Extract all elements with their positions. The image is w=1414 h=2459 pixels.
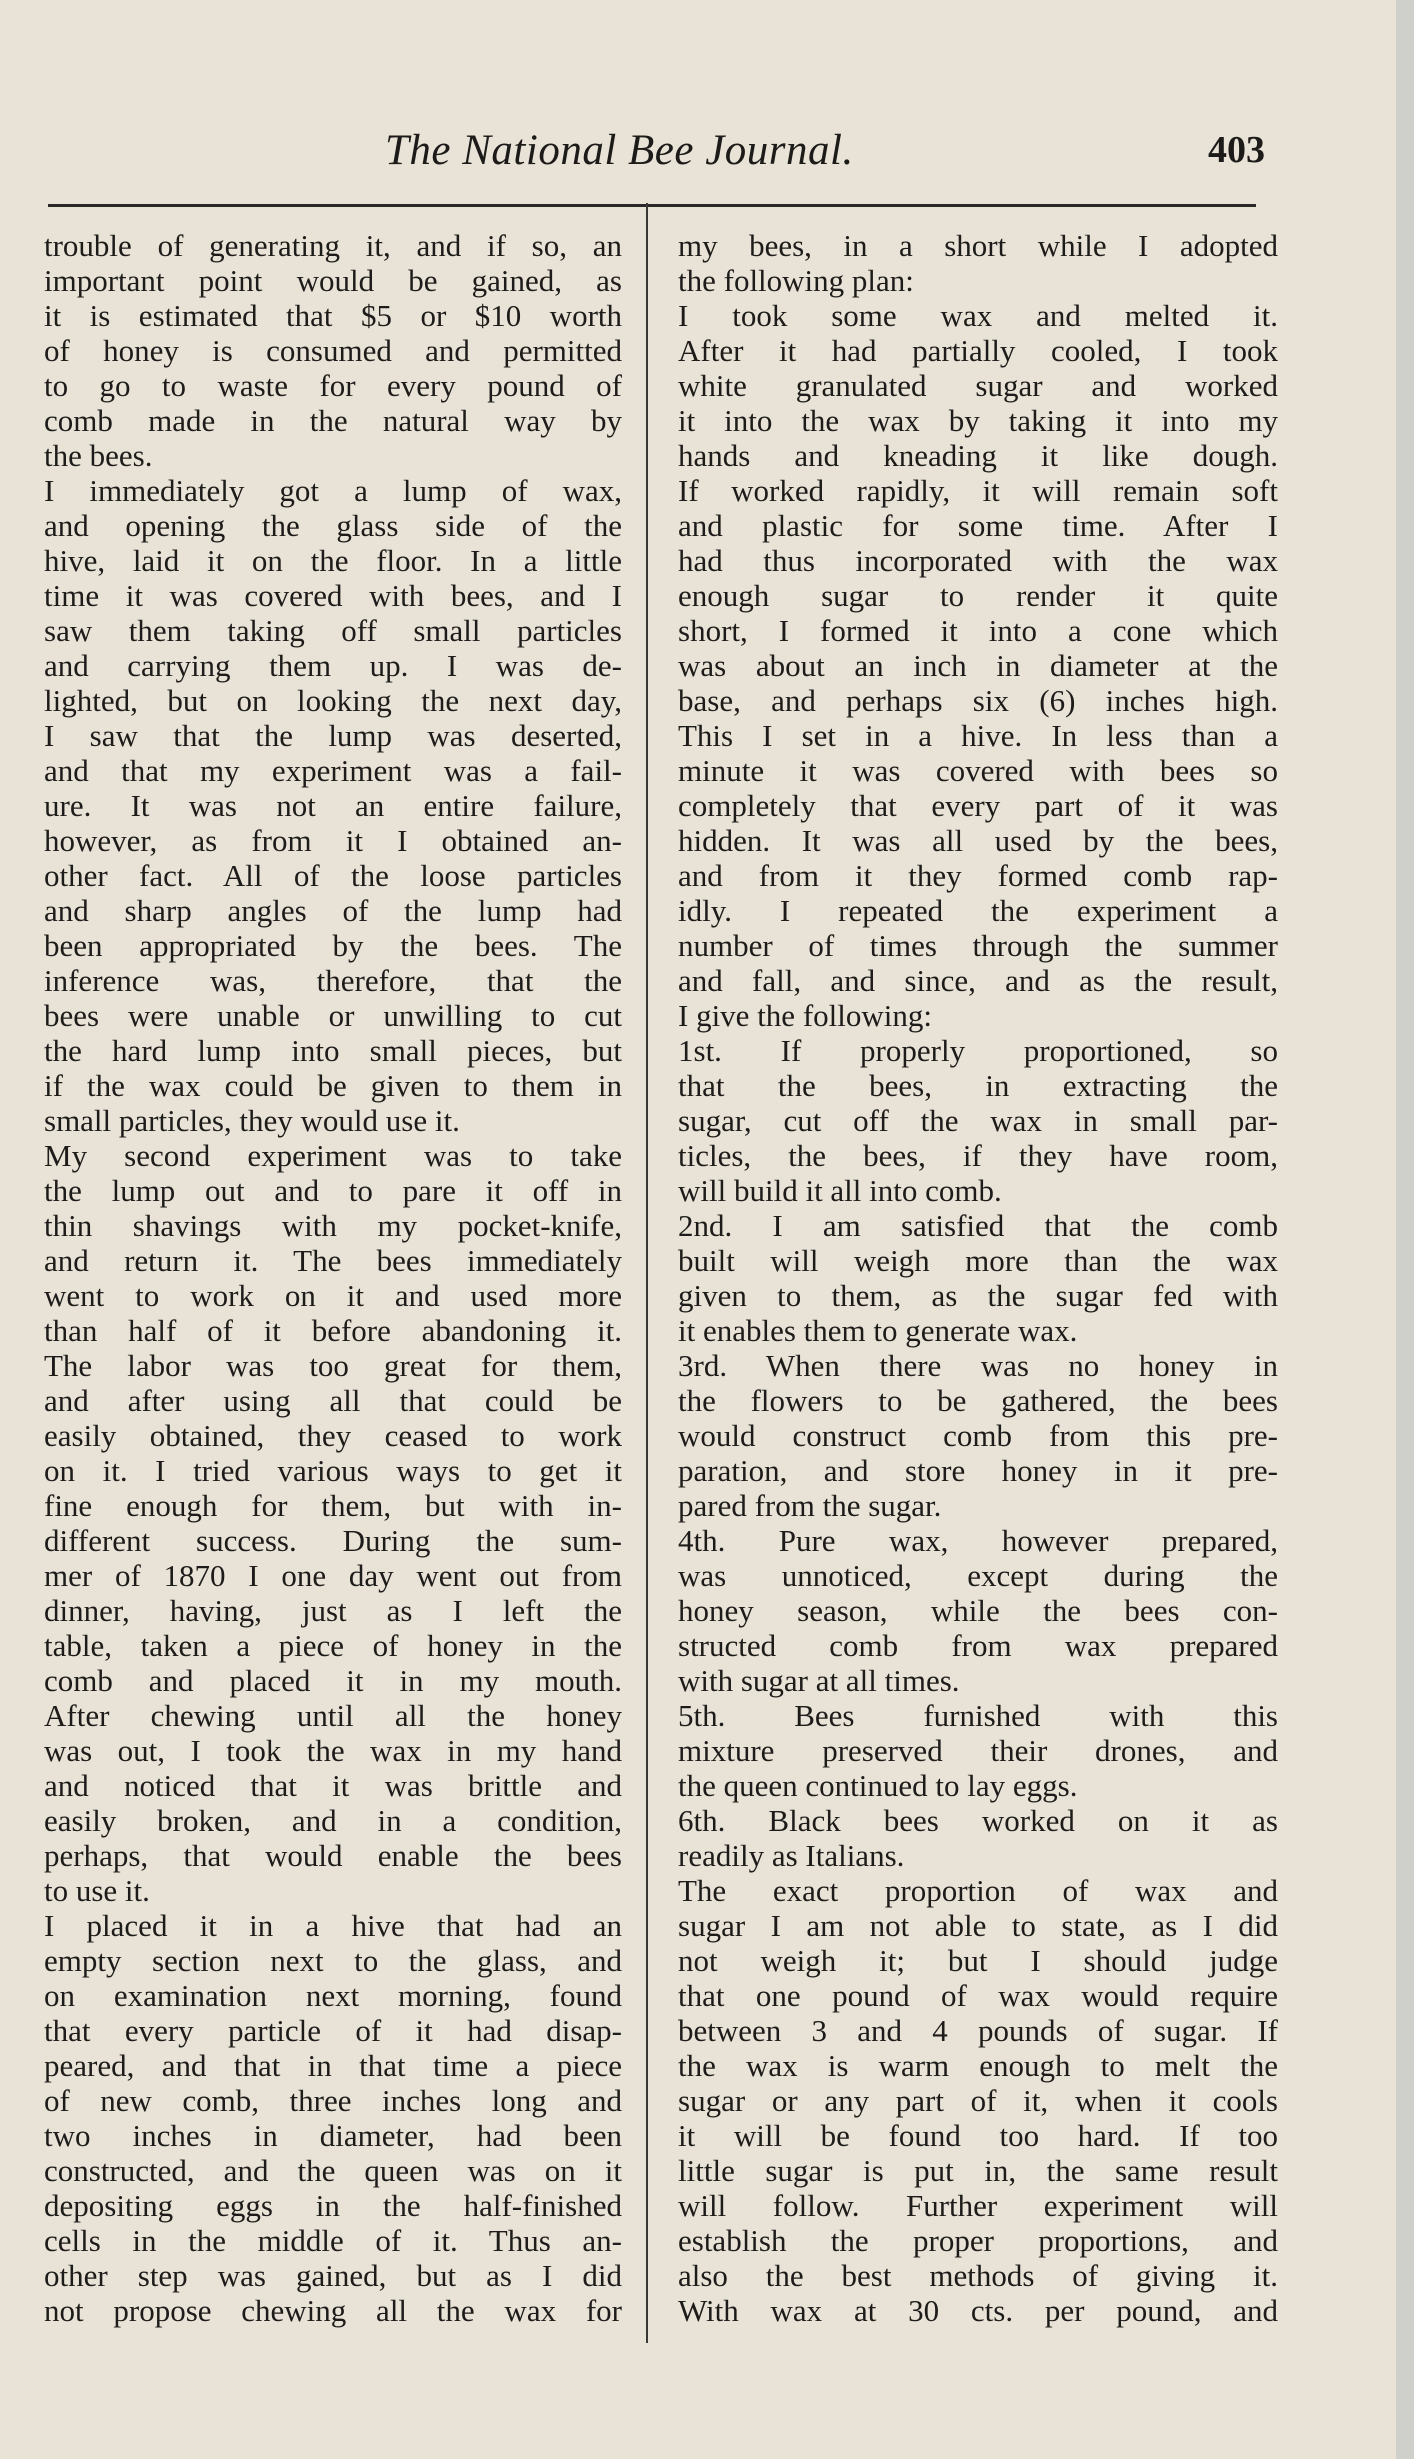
- left-column-line: saw them taking off small particles: [44, 613, 622, 648]
- right-column-line: If worked rapidly, it will remain soft: [678, 473, 1278, 508]
- left-column-line: the hard lump into small pieces, but: [44, 1033, 622, 1068]
- left-column-line: comb and placed it in my mouth.: [44, 1663, 622, 1698]
- right-column-line: it will be found too hard. If too: [678, 2118, 1278, 2153]
- left-column-line: fine enough for them, but with in-: [44, 1488, 622, 1523]
- left-column-line: dinner, having, just as I left the: [44, 1593, 622, 1628]
- right-column-line: 3rd. When there was no honey in: [678, 1348, 1278, 1383]
- right-column-line: my bees, in a short while I adopted: [678, 228, 1278, 263]
- left-column-line: I saw that the lump was deserted,: [44, 718, 622, 753]
- right-column-line: built will weigh more than the wax: [678, 1243, 1278, 1278]
- right-column-line: idly. I repeated the experiment a: [678, 893, 1278, 928]
- right-column-line: white granulated sugar and worked: [678, 368, 1278, 403]
- left-column-line: however, as from it I obtained an-: [44, 823, 622, 858]
- left-column-line: and opening the glass side of the: [44, 508, 622, 543]
- right-column-line: and from it they formed comb rap-: [678, 858, 1278, 893]
- left-column-line: The labor was too great for them,: [44, 1348, 622, 1383]
- left-column-line: perhaps, that would enable the bees: [44, 1838, 622, 1873]
- left-column-line: lighted, but on looking the next day,: [44, 683, 622, 718]
- right-column-line: ticles, the bees, if they have room,: [678, 1138, 1278, 1173]
- left-column-line: I immediately got a lump of wax,: [44, 473, 622, 508]
- right-column-line: completely that every part of it was: [678, 788, 1278, 823]
- left-column-line: cells in the middle of it. Thus an-: [44, 2223, 622, 2258]
- left-column-line: to go to waste for every pound of: [44, 368, 622, 403]
- left-column-line: easily obtained, they ceased to work: [44, 1418, 622, 1453]
- left-column-line: other fact. All of the loose particles: [44, 858, 622, 893]
- page-header: [0, 118, 1414, 188]
- right-column-line: sugar, cut off the wax in small par-: [678, 1103, 1278, 1138]
- left-column-line: and noticed that it was brittle and: [44, 1768, 622, 1803]
- left-column-line: different success. During the sum-: [44, 1523, 622, 1558]
- right-column-line: would construct comb from this pre-: [678, 1418, 1278, 1453]
- left-column-line: and carrying them up. I was de-: [44, 648, 622, 683]
- left-column-line: My second experiment was to take: [44, 1138, 622, 1173]
- right-column-line: it enables them to generate wax.: [678, 1313, 1078, 1348]
- left-column-line: to use it.: [44, 1873, 150, 1908]
- header-rule: [48, 204, 1256, 207]
- left-column-line: that every particle of it had disap-: [44, 2013, 622, 2048]
- left-column-line: was out, I took the wax in my hand: [44, 1733, 622, 1768]
- left-column-line: After chewing until all the honey: [44, 1698, 622, 1733]
- right-column-line: little sugar is put in, the same result: [678, 2153, 1278, 2188]
- left-column-line: been appropriated by the bees. The: [44, 928, 622, 963]
- left-column-line: trouble of generating it, and if so, an: [44, 228, 622, 263]
- left-column-line: comb made in the natural way by: [44, 403, 622, 438]
- left-column-line: constructed, and the queen was on it: [44, 2153, 622, 2188]
- left-column-line: not propose chewing all the wax for: [44, 2293, 622, 2328]
- column-divider: [646, 203, 648, 2343]
- left-column-line: and sharp angles of the lump had: [44, 893, 622, 928]
- left-column-line: table, taken a piece of honey in the: [44, 1628, 622, 1663]
- left-column-line: of honey is consumed and permitted: [44, 333, 622, 368]
- right-column-line: that one pound of wax would require: [678, 1978, 1278, 2013]
- left-column-line: bees were unable or unwilling to cut: [44, 998, 622, 1033]
- right-column-line: between 3 and 4 pounds of sugar. If: [678, 2013, 1278, 2048]
- left-column-line: two inches in diameter, had been: [44, 2118, 622, 2153]
- left-column-line: the lump out and to pare it off in: [44, 1173, 622, 1208]
- right-column-line: minute it was covered with bees so: [678, 753, 1278, 788]
- left-column-line: on it. I tried various ways to get it: [44, 1453, 622, 1488]
- left-column-line: inference was, therefore, that the: [44, 963, 622, 998]
- right-column-line: I give the following:: [678, 998, 932, 1033]
- right-column-line: had thus incorporated with the wax: [678, 543, 1278, 578]
- right-column: [678, 228, 1278, 2328]
- left-column-line: important point would be gained, as: [44, 263, 622, 298]
- right-column-line: After it had partially cooled, I took: [678, 333, 1278, 368]
- left-column-line: than half of it before abandoning it.: [44, 1313, 622, 1348]
- right-column-line: readily as Italians.: [678, 1838, 905, 1873]
- right-column-line: will follow. Further experiment will: [678, 2188, 1278, 2223]
- right-column-line: short, I formed it into a cone which: [678, 613, 1278, 648]
- right-column-line: was about an inch in diameter at the: [678, 648, 1278, 683]
- left-column-line: depositing eggs in the half-finished: [44, 2188, 622, 2223]
- right-column-line: the wax is warm enough to melt the: [678, 2048, 1278, 2083]
- right-column-line: 4th. Pure wax, however prepared,: [678, 1523, 1278, 1558]
- page-number: 403: [1208, 129, 1265, 171]
- right-column-line: also the best methods of giving it.: [678, 2258, 1278, 2293]
- left-column-line: if the wax could be given to them in: [44, 1068, 622, 1103]
- right-column-line: number of times through the summer: [678, 928, 1278, 963]
- right-column-line: establish the proper proportions, and: [678, 2223, 1278, 2258]
- right-column-line: and fall, and since, and as the result,: [678, 963, 1278, 998]
- left-column-line: went to work on it and used more: [44, 1278, 622, 1313]
- right-column-line: given to them, as the sugar fed with: [678, 1278, 1278, 1313]
- right-column-line: structed comb from wax prepared: [678, 1628, 1278, 1663]
- right-column-line: it into the wax by taking it into my: [678, 403, 1278, 438]
- running-title: The National Bee Journal.: [385, 127, 854, 174]
- right-column-line: pared from the sugar.: [678, 1488, 942, 1523]
- right-column-line: the following plan:: [678, 263, 914, 298]
- left-column-line: the bees.: [44, 438, 153, 473]
- right-column-line: sugar or any part of it, when it cools: [678, 2083, 1278, 2118]
- left-column-line: and that my experiment was a fail-: [44, 753, 622, 788]
- right-column-line: base, and perhaps six (6) inches high.: [678, 683, 1278, 718]
- left-column: [44, 228, 622, 2328]
- left-column-line: and after using all that could be: [44, 1383, 622, 1418]
- right-column-line: This I set in a hive. In less than a: [678, 718, 1278, 753]
- right-column-line: hidden. It was all used by the bees,: [678, 823, 1278, 858]
- left-column-line: hive, laid it on the floor. In a little: [44, 543, 622, 578]
- left-column-line: of new comb, three inches long and: [44, 2083, 622, 2118]
- right-column-line: I took some wax and melted it.: [678, 298, 1278, 333]
- right-column-line: was unnoticed, except during the: [678, 1558, 1278, 1593]
- left-column-line: ure. It was not an entire failure,: [44, 788, 622, 823]
- right-column-line: 6th. Black bees worked on it as: [678, 1803, 1278, 1838]
- right-column-line: sugar I am not able to state, as I did: [678, 1908, 1278, 1943]
- left-column-line: empty section next to the glass, and: [44, 1943, 622, 1978]
- right-column-line: not weigh it; but I should judge: [678, 1943, 1278, 1978]
- left-column-line: small particles, they would use it.: [44, 1103, 460, 1138]
- left-column-line: time it was covered with bees, and I: [44, 578, 622, 613]
- left-column-line: I placed it in a hive that had an: [44, 1908, 622, 1943]
- right-column-line: 1st. If properly proportioned, so: [678, 1033, 1278, 1068]
- left-column-line: easily broken, and in a condition,: [44, 1803, 622, 1838]
- right-column-line: mixture preserved their drones, and: [678, 1733, 1278, 1768]
- left-column-line: mer of 1870 I one day went out from: [44, 1558, 622, 1593]
- right-column-line: the flowers to be gathered, the bees: [678, 1383, 1278, 1418]
- left-column-line: thin shavings with my pocket-knife,: [44, 1208, 622, 1243]
- right-column-line: enough sugar to render it quite: [678, 578, 1278, 613]
- page-edge: [1396, 0, 1414, 2459]
- right-column-line: the queen continued to lay eggs.: [678, 1768, 1078, 1803]
- left-column-line: it is estimated that $5 or $10 worth: [44, 298, 622, 333]
- right-column-line: 5th. Bees furnished with this: [678, 1698, 1278, 1733]
- right-column-line: that the bees, in extracting the: [678, 1068, 1278, 1103]
- right-column-line: 2nd. I am satisfied that the comb: [678, 1208, 1278, 1243]
- right-column-line: honey season, while the bees con-: [678, 1593, 1278, 1628]
- left-column-line: and return it. The bees immediately: [44, 1243, 622, 1278]
- right-column-line: The exact proportion of wax and: [678, 1873, 1278, 1908]
- right-column-line: paration, and store honey in it pre-: [678, 1453, 1278, 1488]
- right-column-line: with sugar at all times.: [678, 1663, 960, 1698]
- left-column-line: other step was gained, but as I did: [44, 2258, 622, 2293]
- right-column-line: will build it all into comb.: [678, 1173, 1002, 1208]
- right-column-line: With wax at 30 cts. per pound, and: [678, 2293, 1278, 2328]
- left-column-line: on examination next morning, found: [44, 1978, 622, 2013]
- left-column-line: peared, and that in that time a piece: [44, 2048, 622, 2083]
- right-column-line: and plastic for some time. After I: [678, 508, 1278, 543]
- right-column-line: hands and kneading it like dough.: [678, 438, 1278, 473]
